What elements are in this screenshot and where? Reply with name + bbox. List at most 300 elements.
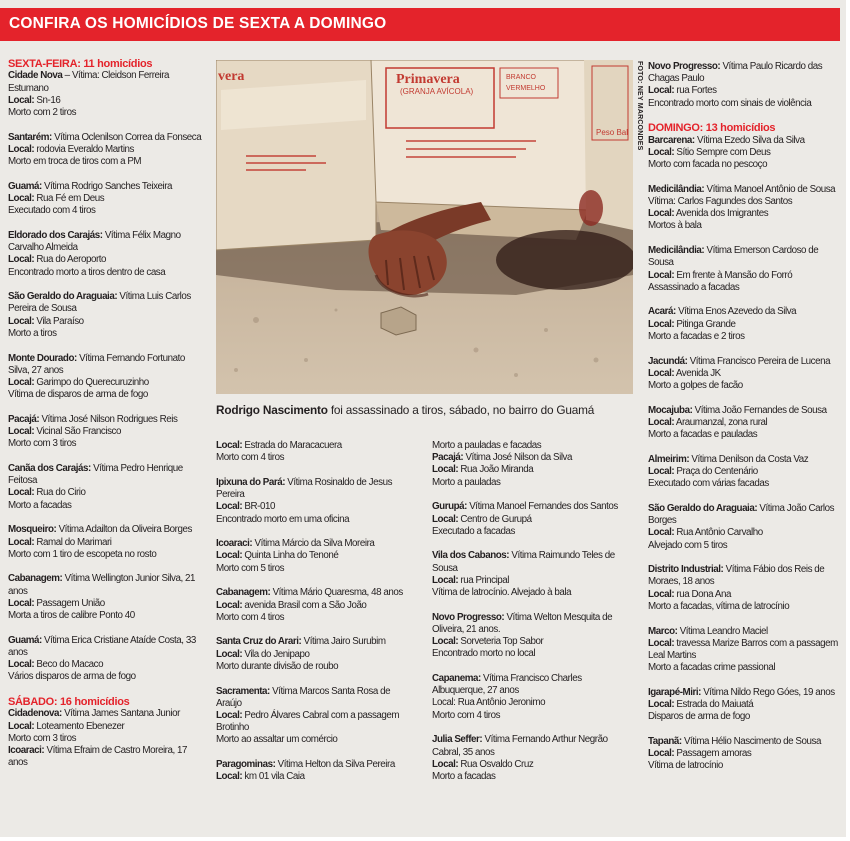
homicide-entry: [648, 564, 838, 613]
victim-line: [648, 306, 838, 318]
city-name: Canãa dos Carajás:: [8, 462, 91, 474]
location-value: Rua do Aeroporto: [34, 254, 107, 266]
homicide-entry: [8, 230, 205, 279]
homicide-entry: [648, 245, 838, 294]
location-label: Local:: [648, 367, 675, 379]
victim-name: Vítima Enos Azevedo da Silva: [675, 306, 797, 318]
location-value: Pedro Álvares Cabral com a passagem Brotinho: [216, 709, 400, 734]
victim-name: Vítima Rosinaldo de Jesus Pereira: [216, 476, 393, 501]
victim-name: Vítima Fernando Fortunato Silva, 27 anos: [8, 352, 185, 376]
location-value: rua Fortes: [674, 85, 717, 97]
location-label: Local:: [648, 208, 675, 220]
homicide-entry: [216, 538, 416, 575]
victim-name: Vítima José Nilson Rodrigues Reis: [39, 413, 178, 425]
city-name: Medicilândia:: [648, 245, 705, 257]
location-label: Local:: [648, 85, 675, 97]
victim-line: [8, 745, 205, 769]
victim-name: Vítima Leandro Maciel: [677, 625, 768, 637]
victim-name: Vítima João Carlos Borges: [648, 502, 835, 527]
city-name: Paragominas:: [216, 759, 276, 771]
death-detail: Morto a facadas e 2 tiros: [648, 330, 745, 342]
location-label: Local:: [8, 376, 35, 388]
city-name: São Geraldo do Araguaia:: [8, 291, 118, 303]
location-value: rua Principal: [458, 574, 510, 586]
location-line: [648, 589, 838, 601]
city-name: Icoaraci:: [216, 538, 253, 550]
location-value: rua Dona Ana: [674, 588, 731, 600]
homicide-entry: [648, 626, 838, 675]
city-name: Novo Progresso:: [648, 61, 721, 72]
city-name: Icoaraci:: [8, 745, 45, 757]
homicide-entry: [8, 353, 205, 402]
victim-line: [216, 636, 416, 648]
homicide-entry: [216, 686, 416, 747]
victim-name: Vítima Efraim de Castro Moreira, 17 anos: [8, 745, 188, 769]
city-name: Mosqueiro:: [8, 524, 57, 536]
location-value: Beco do Macaco: [34, 659, 104, 671]
location-line: [648, 147, 838, 159]
city-name: Santarém:: [8, 131, 52, 143]
location-line: [648, 466, 838, 478]
location-label: Local:: [648, 699, 675, 711]
location-label: Local:: [216, 771, 243, 783]
photo-caption: [216, 403, 636, 417]
death-detail: Encontrado morto a tiros dentro de casa: [8, 266, 166, 278]
death-detail: Morto durante divisão de roubo: [216, 660, 339, 672]
location-line: [216, 710, 416, 734]
homicide-entry: [648, 454, 838, 491]
location-label: Local:: [216, 648, 243, 660]
location-line: [8, 487, 205, 499]
location-label: Local:: [8, 193, 35, 205]
homicide-entry: [648, 135, 838, 172]
city-name: Pacajá:: [8, 413, 40, 425]
box-left-text: vera: [218, 69, 245, 84]
location-label: Local:: [648, 527, 675, 539]
death-detail: Morta a tiros de calibre Ponto 40: [8, 610, 135, 622]
homicide-entry: [432, 550, 622, 599]
city-name: Barcarena:: [648, 134, 695, 146]
location-value: Avenida dos Imigrantes: [674, 208, 769, 220]
victim-line: [648, 626, 838, 638]
homicide-entry: [216, 587, 416, 624]
crime-scene-image: [216, 60, 633, 394]
location-label: Local:: [648, 748, 675, 760]
homicide-entry: [648, 405, 838, 442]
location-line: [648, 638, 838, 662]
death-detail: Morto a facadas crime passional: [648, 662, 776, 674]
death-detail: Mortos à bala: [648, 220, 702, 232]
death-detail: Morto com 4 tiros: [432, 709, 501, 721]
victim-name: Vítima James Santana Junior: [61, 708, 180, 720]
day-heading: SEXTA-FEIRA: 11 homicídios: [8, 58, 153, 70]
location-label: Local:: [648, 318, 675, 330]
location-line: [8, 659, 205, 671]
location-value: Quinta Linha do Tenoné: [242, 550, 339, 562]
box-badge-bottom: VERMELHO: [506, 85, 546, 92]
column-2: [216, 440, 416, 796]
location-label: Local:: [216, 599, 243, 611]
homicide-entry: [8, 70, 205, 119]
location-line: [432, 464, 622, 476]
location-label: Local:: [8, 315, 35, 327]
death-detail: Morto com facada no pescoço: [648, 159, 768, 171]
victim-line: [648, 564, 838, 588]
location-line: [8, 193, 205, 205]
death-detail: Alvejado com 5 tiros: [648, 539, 728, 551]
city-name: Almeirim:: [648, 453, 690, 465]
location-label: Local:: [432, 464, 459, 476]
location-value: travessa Marize Barros com a passagem Leal Martins: [648, 637, 838, 661]
city-name: Cabanagem:: [8, 573, 63, 585]
location-line: [216, 600, 416, 612]
location-value: km 01 vila Caia: [242, 771, 305, 783]
homicide-entry: [648, 356, 838, 393]
location-label: Local:: [216, 501, 243, 513]
death-detail: Morto a pauladas e facadas: [432, 440, 542, 451]
location-value: avenida Brasil com a São João: [242, 599, 367, 611]
location-label: Local:: [8, 254, 35, 266]
location-line: [648, 270, 838, 282]
location-line: [648, 85, 838, 97]
location-value: Pitinga Grande: [674, 318, 736, 330]
section-title: CONFIRA OS HOMICÍDIOS DE SEXTA A DOMINGO: [9, 15, 387, 32]
location-line: [216, 550, 416, 562]
homicide-entry: [648, 687, 838, 724]
city-name: Monte Dourado:: [8, 352, 77, 364]
column-3: [432, 440, 622, 796]
victim-name: Vítima Adailton da Oliveira Borges: [56, 524, 192, 536]
location-value: Praça do Centenário: [674, 465, 758, 477]
city-name: Cidadenova:: [8, 708, 62, 720]
city-name: Pacajá:: [432, 452, 464, 464]
box-right-text: Peso Bal: [596, 128, 629, 137]
location-line: [8, 144, 205, 156]
victim-name: Vítima Marcos Santa Rosa de Araújo: [216, 685, 391, 709]
death-detail: Morto com 5 tiros: [216, 562, 285, 574]
victim-name: Vítima José Nilson da Silva: [463, 452, 572, 464]
box-brand-text: Primavera: [396, 72, 460, 87]
location-line: [8, 316, 205, 328]
victim-name: Vítima Francisco Charles Albuquerque, 27 anos: [432, 673, 582, 697]
location-value: Em frente à Mansão do Forró: [674, 269, 793, 281]
location-label: Local:: [648, 465, 675, 477]
caption-text: foi assassinado a tiros, sábado, no bairro do Guamá: [327, 403, 595, 417]
victim-name: Vítima Denilson da Costa Vaz: [689, 453, 809, 465]
location-value: BR-010: [242, 501, 275, 513]
location-line: [8, 721, 205, 733]
victim-line: [648, 184, 838, 196]
death-detail: Morto com 1 tiro de escopeta no rosto: [8, 548, 157, 560]
location-line: [8, 377, 205, 389]
victim-name: Vítima Luis Carlos Pereira de Sousa: [8, 291, 191, 315]
victim-line: [8, 635, 205, 659]
city-name: Sacramenta:: [216, 685, 270, 697]
location-value: Estrada do Maracacuera: [242, 440, 342, 451]
homicide-entry: [432, 734, 622, 783]
death-detail: Executado a facadas: [432, 525, 515, 537]
homicide-entry: [648, 503, 838, 552]
location-line: [432, 514, 622, 526]
death-detail: Vítima de latrocínio. Alvejado à bala: [432, 587, 572, 599]
location-value: Rua João Miranda: [458, 464, 534, 476]
victim-line: [648, 135, 838, 147]
location-label: Local:: [8, 426, 35, 438]
victim-line: [648, 503, 838, 527]
homicide-entry: [648, 184, 838, 233]
location-value: Vicinal São Francisco: [34, 426, 122, 438]
homicide-entry: [216, 759, 416, 783]
city-name: Gurupá:: [432, 501, 467, 513]
homicide-entry: [8, 463, 205, 512]
location-line: [648, 368, 838, 380]
location-label: Local:: [432, 758, 459, 770]
death-detail: Encontrado morto em uma oficina: [216, 513, 350, 525]
location-value: Avenida JK: [674, 367, 721, 379]
death-detail: Assassinado a facadas: [648, 281, 740, 293]
victim-name: Vítima Nildo Rego Góes, 19 anos: [700, 686, 835, 698]
day-heading: DOMINGO: 13 homicídios: [648, 122, 776, 135]
homicide-entry: [8, 708, 205, 745]
victim-line: [216, 538, 416, 550]
location-label: Local:: [8, 536, 35, 548]
victim-name: Vítima Félix Magno Carvalho Almeida: [8, 229, 181, 254]
victim-name: Vítima Francisco Pereira de Lucena: [687, 355, 831, 367]
location-label: Local:: [648, 416, 675, 428]
death-detail: Morto a golpes de facão: [648, 379, 743, 391]
victim-line: [8, 573, 205, 597]
location-value: Rua do Cirio: [34, 487, 86, 499]
location-value: Loteamento Ebenezer: [34, 720, 125, 732]
victim-name: Vítima Manoel Fernandes dos Santos: [466, 501, 618, 513]
death-detail: Morto a facadas, vítima de latrocínio: [648, 600, 790, 612]
day-heading: SÁBADO: 16 homicídios: [8, 696, 130, 709]
city-name: Guamá:: [8, 180, 42, 192]
victim-line: [8, 463, 205, 487]
city-name: Distrito Industrial:: [648, 564, 724, 576]
extra-victim: Vítima: Carlos Fagundes dos Santos: [648, 196, 793, 208]
city-name: Medicilândia:: [648, 183, 705, 195]
location-label: Local:: [648, 269, 675, 281]
location-label: Local:: [8, 659, 35, 671]
homicide-entry: [432, 440, 622, 452]
victim-line: [648, 736, 838, 748]
victim-line: [648, 356, 838, 368]
victim-line: [648, 687, 838, 699]
death-detail: Morto em troca de tiros com a PM: [8, 156, 142, 168]
location-line: [432, 636, 622, 648]
homicide-entry: [8, 181, 205, 218]
homicide-entry: [216, 477, 416, 526]
location-value: Garimpo do Querecuruzinho: [34, 376, 149, 388]
city-name: Igarapé-Miri:: [648, 686, 701, 698]
location-line: [648, 417, 838, 429]
victim-name: Vítima Mário Quaresma, 48 anos: [270, 587, 403, 599]
homicide-entry: [8, 635, 205, 684]
victim-name: Vítima Helton da Silva Pereira: [275, 759, 395, 771]
city-name: Tapanã:: [648, 735, 682, 747]
location-value: Rua Osvaldo Cruz: [458, 758, 534, 770]
location-label: Local:: [8, 720, 35, 732]
location-value: Sn-16: [34, 94, 61, 106]
death-detail: Morto a facadas: [432, 770, 496, 782]
city-name: Marco:: [648, 625, 678, 637]
victim-line: [432, 550, 622, 574]
location-value: Rua Fé em Deus: [34, 193, 105, 205]
victim-line: [648, 61, 838, 85]
homicide-entry: [432, 452, 622, 489]
location-line: [216, 649, 416, 661]
location-line: [648, 208, 838, 220]
victim-line: [432, 452, 622, 464]
homicide-entry: [8, 524, 205, 561]
homicide-entry: [432, 673, 622, 722]
victim-name: Vítima Márcio da Silva Moreira: [252, 538, 375, 550]
death-detail: Vários disparos de arma de fogo: [8, 671, 136, 683]
victim-name: Vítima Ezedo Silva da Silva: [694, 134, 805, 146]
victim-line: [8, 132, 205, 144]
location-line: [8, 254, 205, 266]
death-detail: Morto ao assaltar um comércio: [216, 734, 338, 746]
victim-line: [648, 454, 838, 466]
death-detail: Disparos de arma de fogo: [648, 711, 750, 723]
homicide-entry: [648, 736, 838, 773]
location-label: Local:: [216, 440, 243, 451]
location-line: [216, 440, 416, 452]
city-name: Ipixuna do Pará:: [216, 476, 286, 488]
victim-name: Vítima Paulo Ricardo das Chagas Paulo: [648, 61, 823, 85]
crime-scene-photo: [216, 60, 633, 394]
victim-name: Vítima Fernando Arthur Negrão Cabral, 35 anos: [432, 734, 608, 758]
victim-name: Vítima Manoel Antônio de Sousa: [704, 183, 836, 195]
location-line: [8, 537, 205, 549]
location-line: Local: Rua Antônio Jeronimo: [432, 697, 546, 709]
location-value: rodovia Everaldo Martins: [34, 143, 134, 155]
location-line: [648, 699, 838, 711]
location-label: Local:: [8, 94, 35, 106]
location-line: [648, 319, 838, 331]
death-detail: Executado com 4 tiros: [8, 205, 96, 217]
victim-line: [8, 414, 205, 426]
location-line: [648, 748, 838, 760]
location-line: [216, 501, 416, 513]
photo-credit: FOTO: NEY MARCONDES: [636, 61, 643, 151]
location-line: [8, 598, 205, 610]
location-value: Passagem amoras: [674, 748, 752, 760]
death-detail: Morto a facadas e pauladas: [648, 429, 758, 441]
victim-line: [8, 708, 205, 720]
death-detail: Morto a tiros: [8, 327, 57, 339]
death-detail: Morto a facadas: [8, 499, 72, 511]
victim-line: [432, 673, 622, 697]
victim-name: Vítima Fábio dos Reis de Moraes, 18 anos: [648, 564, 825, 588]
victim-line: [648, 245, 838, 269]
location-label: Local:: [648, 588, 675, 600]
location-line: [8, 95, 205, 107]
death-detail: Morto com 4 tiros: [216, 611, 285, 623]
location-label: Local:: [648, 637, 675, 649]
city-name: Acará:: [648, 306, 676, 318]
city-name: Novo Progresso:: [432, 611, 505, 623]
victim-line: [648, 405, 838, 417]
victim-line: [8, 70, 205, 94]
box-sub-text: (GRANJA AVÍCOLA): [400, 87, 474, 96]
victim-line: [8, 353, 205, 377]
city-name: Jacundá:: [648, 355, 688, 367]
location-line: [432, 575, 622, 587]
homicide-entry: [432, 501, 622, 538]
homicide-entry: [216, 440, 416, 464]
victim-line: [216, 686, 416, 710]
location-value: Centro de Gurupá: [458, 513, 532, 525]
homicide-entry: [8, 414, 205, 451]
location-value: Vila do Jenipapo: [242, 648, 310, 660]
city-name: Santa Cruz do Arari:: [216, 636, 302, 648]
death-detail: Morto com 4 tiros: [216, 452, 285, 464]
location-label: Local:: [432, 636, 459, 648]
location-value: Sorveteria Top Sabor: [458, 636, 544, 648]
victim-name: Vítima Raimundo Teles de Sousa: [432, 550, 615, 574]
homicide-entry: [432, 612, 622, 661]
location-label: Local:: [8, 143, 35, 155]
death-detail: Executado com várias facadas: [648, 478, 769, 490]
victim-line: [432, 734, 622, 758]
death-detail: Morto com 3 tiros: [8, 732, 77, 744]
city-name: Julia Seffer:: [432, 734, 483, 746]
caption-name: Rodrigo Nascimento: [216, 403, 328, 417]
location-line: [216, 771, 416, 783]
location-value: Estrada do Maiuatá: [674, 699, 754, 711]
homicide-entry: [648, 306, 838, 343]
section-header: [0, 8, 840, 41]
victim-line: [8, 291, 205, 315]
location-label: Local:: [648, 146, 675, 158]
city-name: Cidade Nova: [8, 70, 63, 82]
homicide-entry: [8, 745, 205, 769]
city-name: Cabanagem:: [216, 587, 271, 599]
victim-name: Vítima Welton Mesquita de Oliveira, 21 anos.: [432, 611, 613, 635]
death-detail: Vítima de latrocínio: [648, 760, 723, 772]
location-label: Local:: [432, 574, 459, 586]
death-detail: Morto a pauladas: [432, 476, 501, 488]
victim-line: [8, 230, 205, 254]
city-name: Eldorado dos Carajás:: [8, 229, 103, 241]
location-value: Araumanzal, zona rural: [674, 416, 768, 428]
location-line: [432, 759, 622, 771]
death-detail: Encontrado morto no local: [432, 648, 536, 660]
location-value: Passagem União: [34, 597, 105, 609]
homicide-entry: [8, 132, 205, 169]
city-name: Guamá:: [8, 634, 42, 646]
location-line: [648, 527, 838, 539]
box-badge-top: BRANCO: [506, 74, 536, 81]
location-label: Local:: [432, 513, 459, 525]
victim-name: Vítima Jairo Surubim: [301, 636, 386, 648]
victim-line: [216, 477, 416, 501]
city-name: Capanema:: [432, 673, 481, 685]
death-detail: Encontrado morto com sinais de violência: [648, 97, 812, 109]
victim-line: [432, 501, 622, 513]
victim-name: Vítima Wellington Junior Silva, 21 anos: [8, 573, 196, 597]
column-1: [8, 58, 205, 782]
location-value: Rua Antônio Carvalho: [674, 527, 763, 539]
location-line: [8, 426, 205, 438]
victim-line: [8, 524, 205, 536]
victim-name: Vítima Hélio Nascimento de Sousa: [681, 735, 821, 747]
homicide-entry: [216, 636, 416, 673]
victim-name: Vítima Erica Cristiane Ataíde Costa, 33 anos: [8, 634, 196, 658]
victim-name: Vítima Emerson Cardoso de Sousa: [648, 245, 819, 269]
